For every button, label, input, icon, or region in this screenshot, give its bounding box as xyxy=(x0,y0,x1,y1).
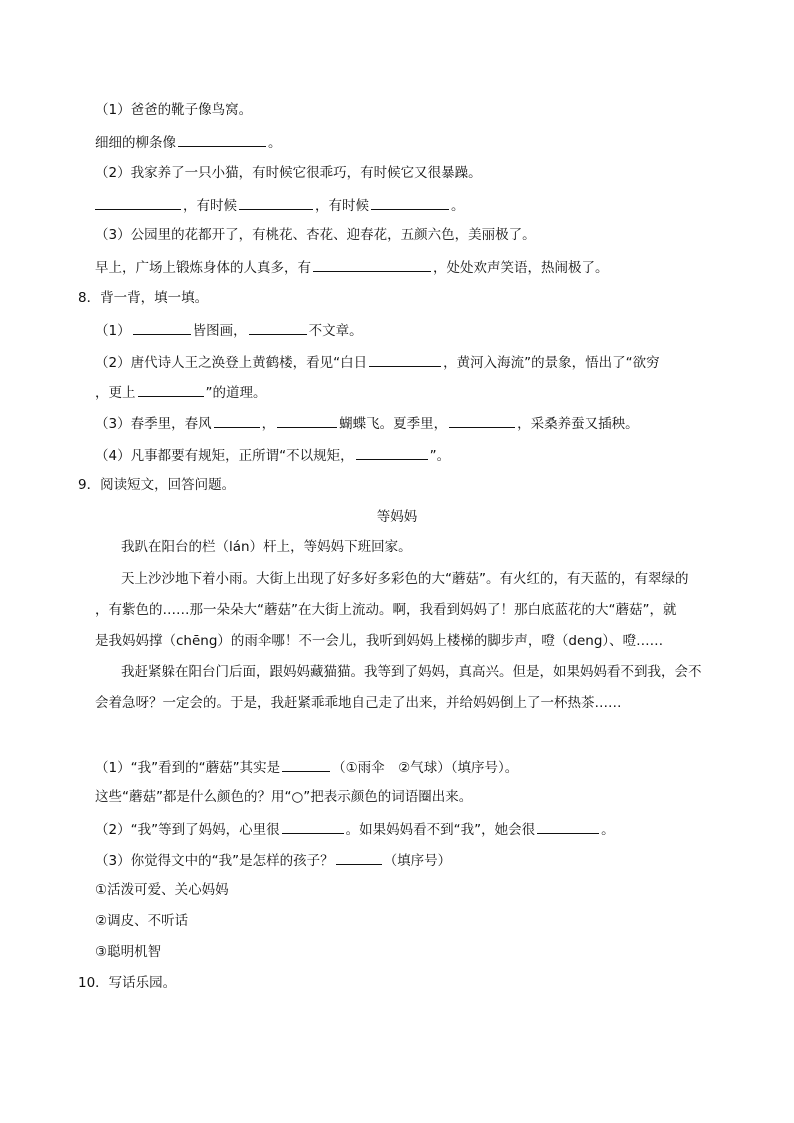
option-3: ③聪明机智 xyxy=(95,944,162,960)
q8-item-4: （4）凡事都要有规矩，正所谓“不以规矩， ”。 xyxy=(95,448,451,464)
answer-blank[interactable] xyxy=(95,198,181,210)
answer-blank[interactable] xyxy=(249,323,307,335)
q9-subquestion-3: （3）你觉得文中的“我”是怎样的孩子？ （填序号） xyxy=(95,853,452,869)
passage-paragraph-3-line-1: 我赶紧躲在阳台门后面，跟妈妈藏猫猫。我等到了妈妈，真高兴。但是，如果妈妈看不到我，会不 xyxy=(121,664,702,680)
q10-heading: 10．写话乐园。 xyxy=(78,975,177,991)
q9-subquestion-2: （2）“我”等到了妈妈，心里很 。如果妈妈看不到“我”，她会很 。 xyxy=(95,822,615,838)
q9-subquestion-1b: 这些“蘑菇”都是什么颜色的？用“○”把表示颜色的词语圈出来。 xyxy=(95,789,473,805)
answer-blank[interactable] xyxy=(313,260,431,272)
answer-blank[interactable] xyxy=(356,448,428,460)
answer-blank[interactable] xyxy=(133,323,191,335)
answer-blank[interactable] xyxy=(369,355,441,367)
passage-paragraph-2-line-2: ，有紫色的……那一朵朵大“蘑菇”在大街上流动。啊，我看到妈妈了！那白底蓝花的大“蘑菇”，就 xyxy=(95,602,677,618)
q9-heading: 9．阅读短文，回答问题。 xyxy=(78,477,236,493)
q8-heading: 8．背一背，填一填。 xyxy=(78,290,209,306)
passage-paragraph-3-line-2: 会着急呀？一定会的。于是，我赶紧乖乖地自己走了出来，并给妈妈倒上了一杯热茶…… xyxy=(95,695,622,711)
q7-s3-prompt: 早上，广场上锻炼身体的人真多，有 ，处处欢声笑语，热闹极了。 xyxy=(95,260,609,276)
q7-s1-prompt: 细细的柳条像 。 xyxy=(95,135,282,151)
passage-paragraph-2-line-3: 是我妈妈撑（chēng）的雨伞哪！不一会儿，我听到妈妈上楼梯的脚步声，噔（deng）、噔…… xyxy=(95,633,664,649)
q7-s3-sentence: （3）公园里的花都开了，有桃花、杏花、迎春花，五颜六色，美丽极了。 xyxy=(95,227,536,243)
q7-s2-prompt: ，有时候 ，有时候 。 xyxy=(95,198,465,214)
answer-blank[interactable] xyxy=(282,822,344,834)
option-1: ①活泼可爱、关心妈妈 xyxy=(95,882,229,898)
answer-blank[interactable] xyxy=(537,822,599,834)
answer-blank[interactable] xyxy=(214,416,260,428)
answer-blank[interactable] xyxy=(282,760,330,772)
passage-paragraph-1: 我趴在阳台的栏（lán）杆上，等妈妈下班回家。 xyxy=(121,539,412,555)
q8-item-3: （3）春季里，春风 ， 蝴蝶飞。夏季里， ，采桑养蚕又插秧。 xyxy=(95,416,639,432)
passage-paragraph-2-line-1: 天上沙沙地下着小雨。大街上出现了好多好多彩色的大“蘑菇”。有火红的，有天蓝的，有翠绿的 xyxy=(121,571,689,587)
q7-s2-sentence: （2）我家养了一只小猫，有时候它很乖巧，有时候它又很暴躁。 xyxy=(95,165,482,181)
q8-item-1: （1） 皆图画， 不文章。 xyxy=(95,323,363,339)
answer-blank[interactable] xyxy=(371,198,449,210)
answer-blank[interactable] xyxy=(449,416,515,428)
q8-item-2-cont: ，更上 ”的道理。 xyxy=(95,385,267,401)
option-2: ②调皮、不听话 xyxy=(95,913,189,929)
answer-blank[interactable] xyxy=(178,135,266,147)
answer-blank[interactable] xyxy=(239,198,313,210)
answer-blank[interactable] xyxy=(138,385,204,397)
answer-blank[interactable] xyxy=(277,416,337,428)
passage-title: 等妈妈 xyxy=(376,509,418,525)
q8-item-2: （2）唐代诗人王之涣登上黄鹤楼，看见“白日 ，黄河入海流”的景象，悟出了“欲穷 xyxy=(95,355,660,371)
answer-blank[interactable] xyxy=(336,853,382,865)
q7-s1-sentence: （1）爸爸的靴子像鸟窝。 xyxy=(95,102,253,118)
q9-subquestion-1: （1）“我”看到的“蘑菇”其实是 （①雨伞 ②气球）（填序号）。 xyxy=(95,760,519,776)
